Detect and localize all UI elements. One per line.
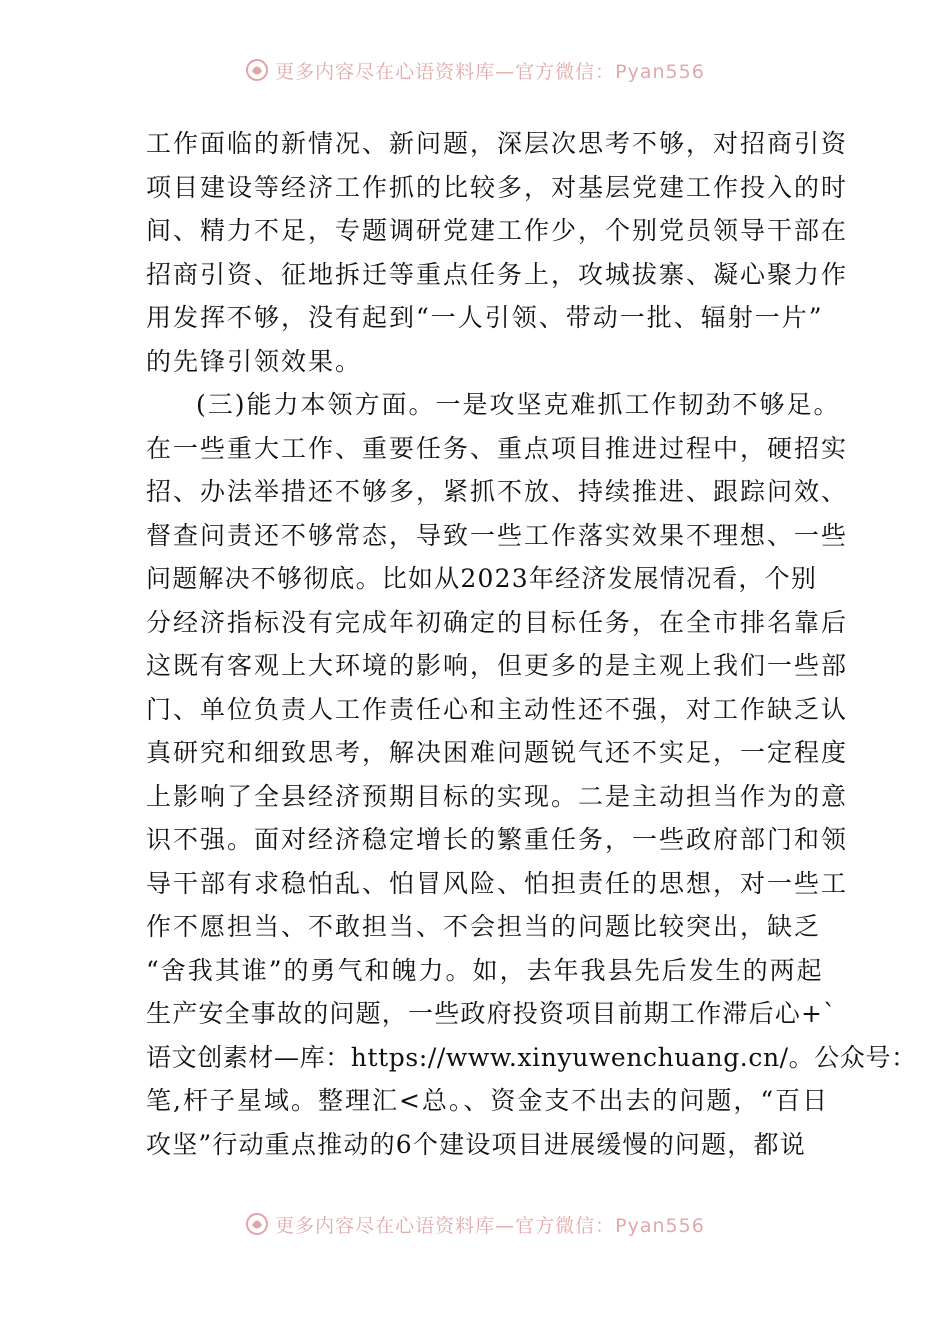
footer-watermark (0, 1204, 950, 1244)
text-line: 生产安全事故的问题，一些政府投资项目前期工作滞后心+` (146, 999, 837, 1028)
logo-icon (245, 1212, 269, 1236)
text-line: 招、办法举措还不够多，紧抓不放、持续推进、跟踪问效、 (146, 477, 849, 506)
text-line: 这既有客观上大环境的影响，但更多的是主观上我们一些部 (146, 651, 849, 680)
text-line: 笔,杆子星域。整理汇<总。、资金支不出去的问题，“百日 (146, 1086, 830, 1115)
watermark-text: 更多内容尽在心语资料库—官方微信：Pyan556 (275, 60, 705, 83)
text-line: 分经济指标没有完成年初确定的目标任务，在全市排名靠后 (146, 607, 849, 637)
text-line: 真研究和细致思考，解决困难问题锐气还不实足，一定程度 (146, 738, 849, 767)
text-line: 在一些重大工作、重要任务、重点项目推进过程中，硬招实 (146, 433, 849, 463)
text-line: 督查问责还不够常态，导致一些工作落实效果不理想、一些 (146, 520, 849, 550)
text-line: “舍我其谁”的勇气和魄力。如，去年我县先后发生的两起 (146, 955, 824, 985)
text-line: 门、单位负责人工作责任心和主动性还不强，对工作缺乏认 (146, 694, 849, 724)
header-watermark (0, 50, 950, 90)
text-line: 语文创素材—库：https://www.xinyuwenchuang.cn/。公众号： (146, 1042, 917, 1072)
text-line: 用发挥不够，没有起到“一人引领、带动一批、辐射一片” (146, 303, 824, 332)
text-line: 导干部有求稳怕乱、怕冒风险、怕担责任的思想，对一些工 (146, 868, 849, 898)
logo-icon (245, 58, 269, 82)
document-body (146, 122, 917, 1166)
text-line: 工作面临的新情况、新问题，深层次思考不够，对招商引资 (146, 129, 849, 158)
section-heading-line: (三)能力本领方面。一是攻坚克难抓工作韧劲不够足。 (196, 390, 841, 419)
text-line: 上影响了全县经济预期目标的实现。二是主动担当作为的意 (146, 781, 849, 811)
text-line: 识不强。面对经济稳定增长的繁重任务，一些政府部门和领 (146, 825, 849, 854)
text-line: 间、精力不足，专题调研党建工作少，个别党员领导干部在 (146, 216, 849, 245)
text-line: 问题解决不够彻底。比如从2023年经济发展情况看，个别 (146, 564, 818, 593)
text-line: 招商引资、征地拆迁等重点任务上，攻城拔寨、凝心聚力作 (146, 259, 849, 289)
watermark-text: 更多内容尽在心语资料库—官方微信：Pyan556 (275, 1214, 705, 1237)
text-line: 项目建设等经济工作抓的比较多，对基层党建工作投入的时 (146, 172, 849, 202)
text-line: 的先锋引领效果。 (146, 346, 363, 376)
text-line: 攻坚”行动重点推动的6个建设项目进展缓慢的问题，都说 (146, 1129, 806, 1159)
text-line: 作不愿担当、不敢担当、不会担当的问题比较突出，缺乏 (146, 912, 822, 941)
